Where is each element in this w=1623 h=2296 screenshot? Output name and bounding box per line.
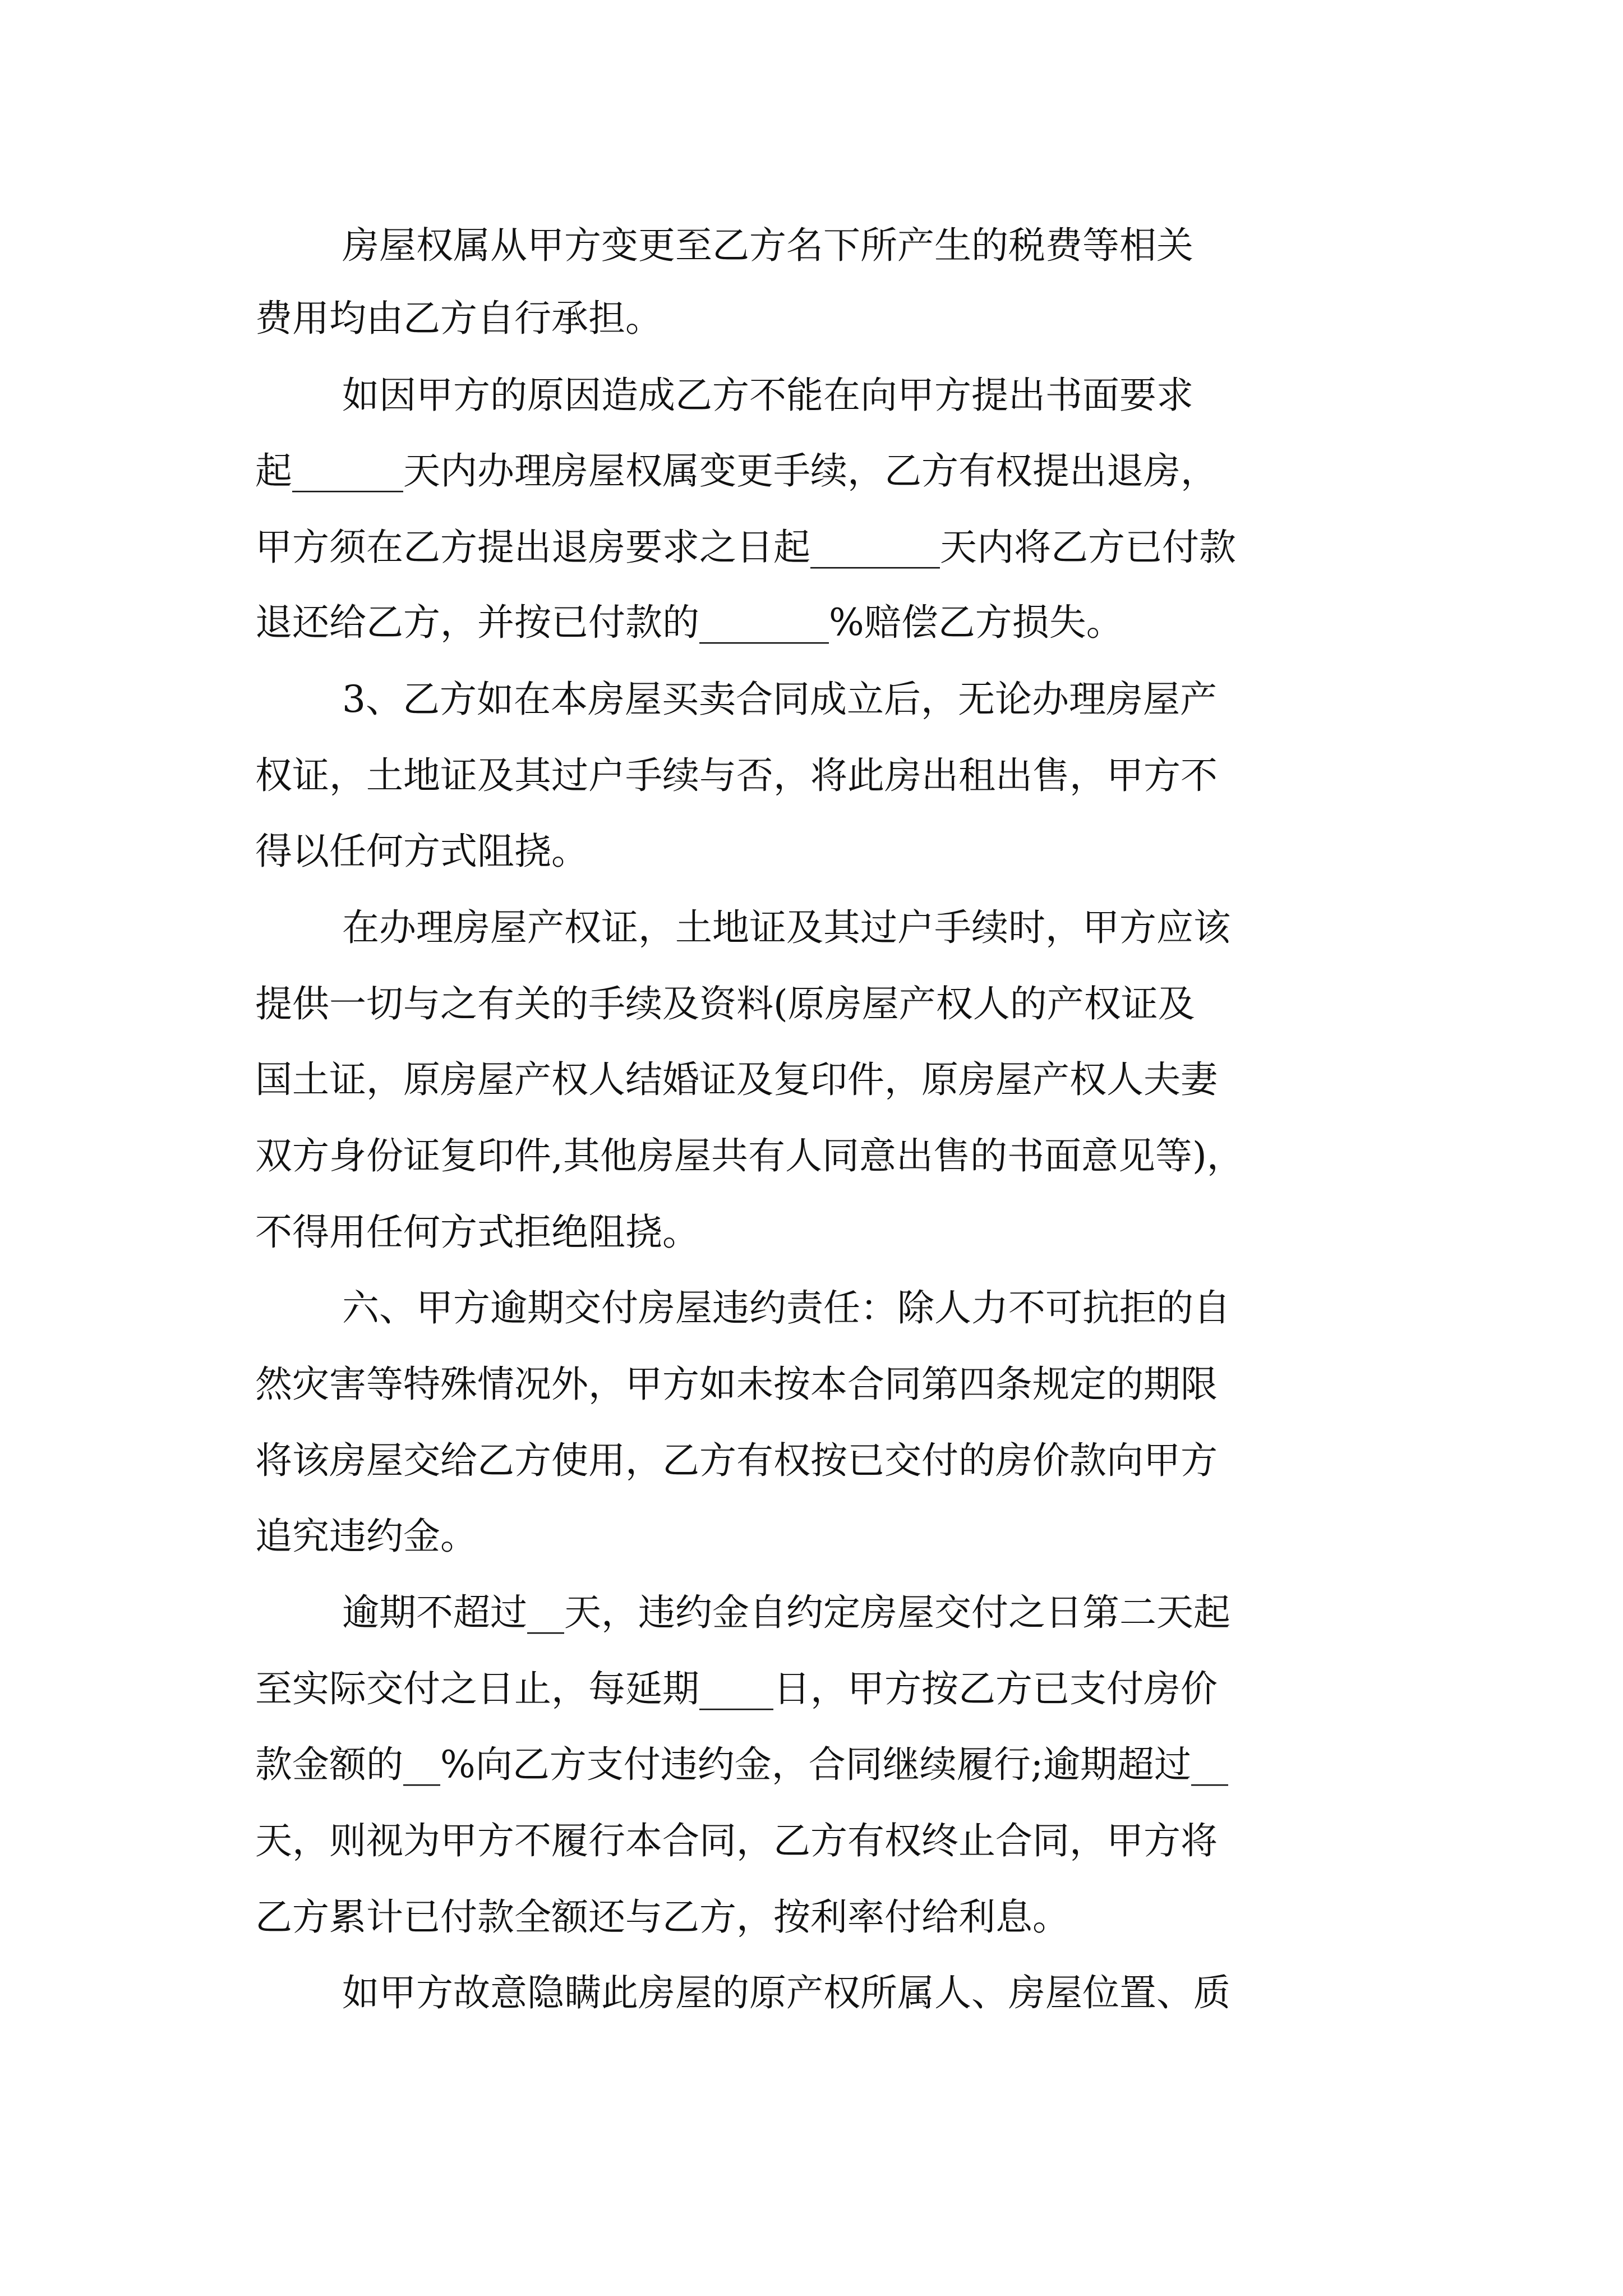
text-line: 追究违约金。 [255, 1515, 477, 1558]
text-line: 在办理房屋产权证，土地证及其过户手续时，甲方应该 [342, 906, 1230, 949]
text-line: 不得用任何方式拒绝阻挠。 [255, 1211, 699, 1254]
text-line: 将该房屋交给乙方使用，乙方有权按已交付的房价款向甲方 [255, 1439, 1218, 1482]
text-line: 款金额的__%向乙方支付违约金，合同继续履行;逾期超过__ [255, 1743, 1228, 1786]
text-line: 双方身份证复印件,其他房屋共有人同意出售的书面意见等)， [255, 1134, 1244, 1177]
text-line: 国土证，原房屋产权人结婚证及复印件，原房屋产权人夫妻 [255, 1058, 1218, 1101]
text-line: 然灾害等特殊情况外，甲方如未按本合同第四条规定的期限 [255, 1363, 1218, 1406]
text-line: 至实际交付之日止，每延期____日，甲方按乙方已支付房价 [255, 1667, 1218, 1710]
text-line: 得以任何方式阻挠。 [255, 830, 588, 873]
text-line: 六、甲方逾期交付房屋违约责任：除人力不可抗拒的自 [342, 1286, 1230, 1329]
text-line: 提供一切与之有关的手续及资料(原房屋产权人的产权证及 [255, 982, 1195, 1025]
text-line: 3、乙方如在本房屋买卖合同成立后，无论办理房屋产 [342, 678, 1217, 721]
text-line: 退还给乙方，并按已付款的_______%赔偿乙方损失。 [255, 601, 1123, 644]
text-line: 起______天内办理房屋权属变更手续，乙方有权提出退房， [255, 449, 1218, 493]
text-line: 逾期不超过__天，违约金自约定房屋交付之日第二天起 [342, 1591, 1230, 1634]
text-line: 甲方须在乙方提出退房要求之日起_______天内将乙方已付款 [255, 526, 1236, 569]
text-line: 房屋权属从甲方变更至乙方名下所产生的税费等相关 [342, 224, 1193, 267]
text-line: 天，则视为甲方不履行本合同，乙方有权终止合同，甲方将 [255, 1819, 1218, 1862]
text-line: 权证，土地证及其过户手续与否，将此房出租出售，甲方不 [255, 754, 1218, 797]
text-line: 如甲方故意隐瞒此房屋的原产权所属人、房屋位置、质 [342, 1971, 1230, 2014]
text-line: 乙方累计已付款全额还与乙方，按利率付给利息。 [255, 1895, 1069, 1939]
text-line: 费用均由乙方自行承担。 [255, 297, 662, 340]
text-line: 如因甲方的原因造成乙方不能在向甲方提出书面要求 [342, 374, 1193, 417]
